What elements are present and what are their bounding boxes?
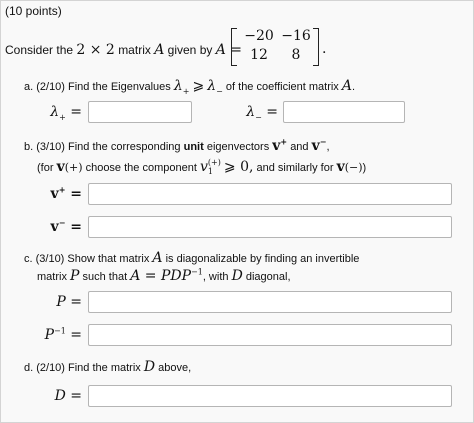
v-plus-label: v+ = xyxy=(50,184,82,202)
lambda-minus-symbol: $\lambda_-$ xyxy=(207,78,223,96)
part-c-d-symbol: D xyxy=(231,268,243,284)
matrix-equation-lhs: A = xyxy=(215,42,243,58)
part-c-such-that: such that xyxy=(82,271,128,283)
intro-period: . xyxy=(322,41,327,57)
part-b-for: (for xyxy=(37,162,54,174)
part-d-d-symbol: D xyxy=(143,359,156,375)
v-symbol-2: v xyxy=(336,159,345,175)
part-b-prompt-line2 xyxy=(37,158,366,176)
matrix-size: 2 × 2 xyxy=(76,42,115,58)
part-b-unit-word: unit xyxy=(183,141,204,153)
matrix-entry-12: −16 xyxy=(281,28,311,44)
part-a-suffix: of the coefficient matrix xyxy=(225,81,339,93)
p-inverse-input[interactable] xyxy=(88,324,452,346)
minus-arg: (−) xyxy=(344,161,363,174)
part-c-matrix-a: A xyxy=(152,250,163,266)
part-c-label: c. (3/10) Show that matrix xyxy=(24,253,150,265)
diagonalization-equation: $A = PDP^{-1}$ xyxy=(130,267,203,284)
part-b-label: b. (3/10) Find the corresponding xyxy=(24,141,181,153)
points-header: (10 points) xyxy=(5,4,62,18)
p-inverse-label: $P^{-1}$ = xyxy=(44,326,82,343)
intro-prefix: Consider the xyxy=(5,43,74,57)
component-condition: ⩾ 0, xyxy=(223,159,254,175)
part-b-choose-text: choose the component xyxy=(85,162,197,174)
part-b-eigenvectors-word: eigenvectors xyxy=(206,141,270,153)
part-d-prompt xyxy=(24,359,191,375)
part-a-matrix-a: A xyxy=(341,78,352,94)
part-b-close-paren: ) xyxy=(362,162,367,174)
matrix-left-bracket xyxy=(231,28,237,66)
matrix-symbol-a: A xyxy=(154,42,165,58)
intro-matrix-word: matrix xyxy=(118,43,151,57)
part-c-with: , with xyxy=(202,271,229,283)
intro-text xyxy=(5,42,242,58)
part-c-p-symbol: P xyxy=(70,268,80,284)
v-minus-symbol: v− xyxy=(311,136,327,154)
v-symbol: v xyxy=(56,159,65,175)
matrix-entry-21: 12 xyxy=(250,47,268,63)
v-minus-input[interactable] xyxy=(88,216,452,238)
part-c-prompt-line1 xyxy=(24,250,359,266)
part-c-matrix-word: matrix xyxy=(37,271,67,283)
matrix-entry-11: −20 xyxy=(244,28,274,44)
intro-given-by: given by xyxy=(167,43,213,57)
lambda-minus-input[interactable] xyxy=(283,101,405,123)
lambda-plus-symbol: $\lambda_+$ xyxy=(173,78,190,96)
v-plus-symbol: v+ xyxy=(272,136,288,154)
part-b-prompt-line1 xyxy=(24,138,330,154)
part-a-period: . xyxy=(352,81,356,93)
v-minus-label: v− = xyxy=(50,217,82,235)
d-label: D = xyxy=(54,388,82,404)
part-c-diagonal: diagonal, xyxy=(245,271,291,283)
part-b-similarly-text: and similarly for xyxy=(256,162,334,174)
d-matrix-input[interactable] xyxy=(88,385,452,407)
lambda-minus-label: $\lambda_-$ = xyxy=(246,104,278,122)
matrix-right-bracket xyxy=(313,28,319,66)
part-d-label: d. (2/10) Find the matrix xyxy=(24,362,141,374)
part-d-above: above, xyxy=(158,362,192,374)
geq-symbol: ⩾ xyxy=(192,78,205,94)
part-a-label: a. (2/10) Find the Eigenvalues xyxy=(24,81,171,93)
plus-arg: (+) xyxy=(64,161,83,174)
part-c-prompt-line2 xyxy=(37,268,291,284)
part-b-comma: , xyxy=(326,141,330,153)
p-matrix-input[interactable] xyxy=(88,291,452,313)
v-plus-input[interactable] xyxy=(88,183,452,205)
component-v1-symbol: v (+) 1 xyxy=(199,158,221,176)
part-a-prompt xyxy=(24,78,355,94)
part-c-text: is diagonalizable by finding an invertible xyxy=(165,253,360,265)
p-label: P = xyxy=(56,294,82,310)
matrix-entry-22: 8 xyxy=(291,47,301,63)
lambda-plus-label: $\lambda_+$ = xyxy=(50,104,82,122)
lambda-plus-input[interactable] xyxy=(88,101,192,123)
part-b-and: and xyxy=(290,141,309,153)
